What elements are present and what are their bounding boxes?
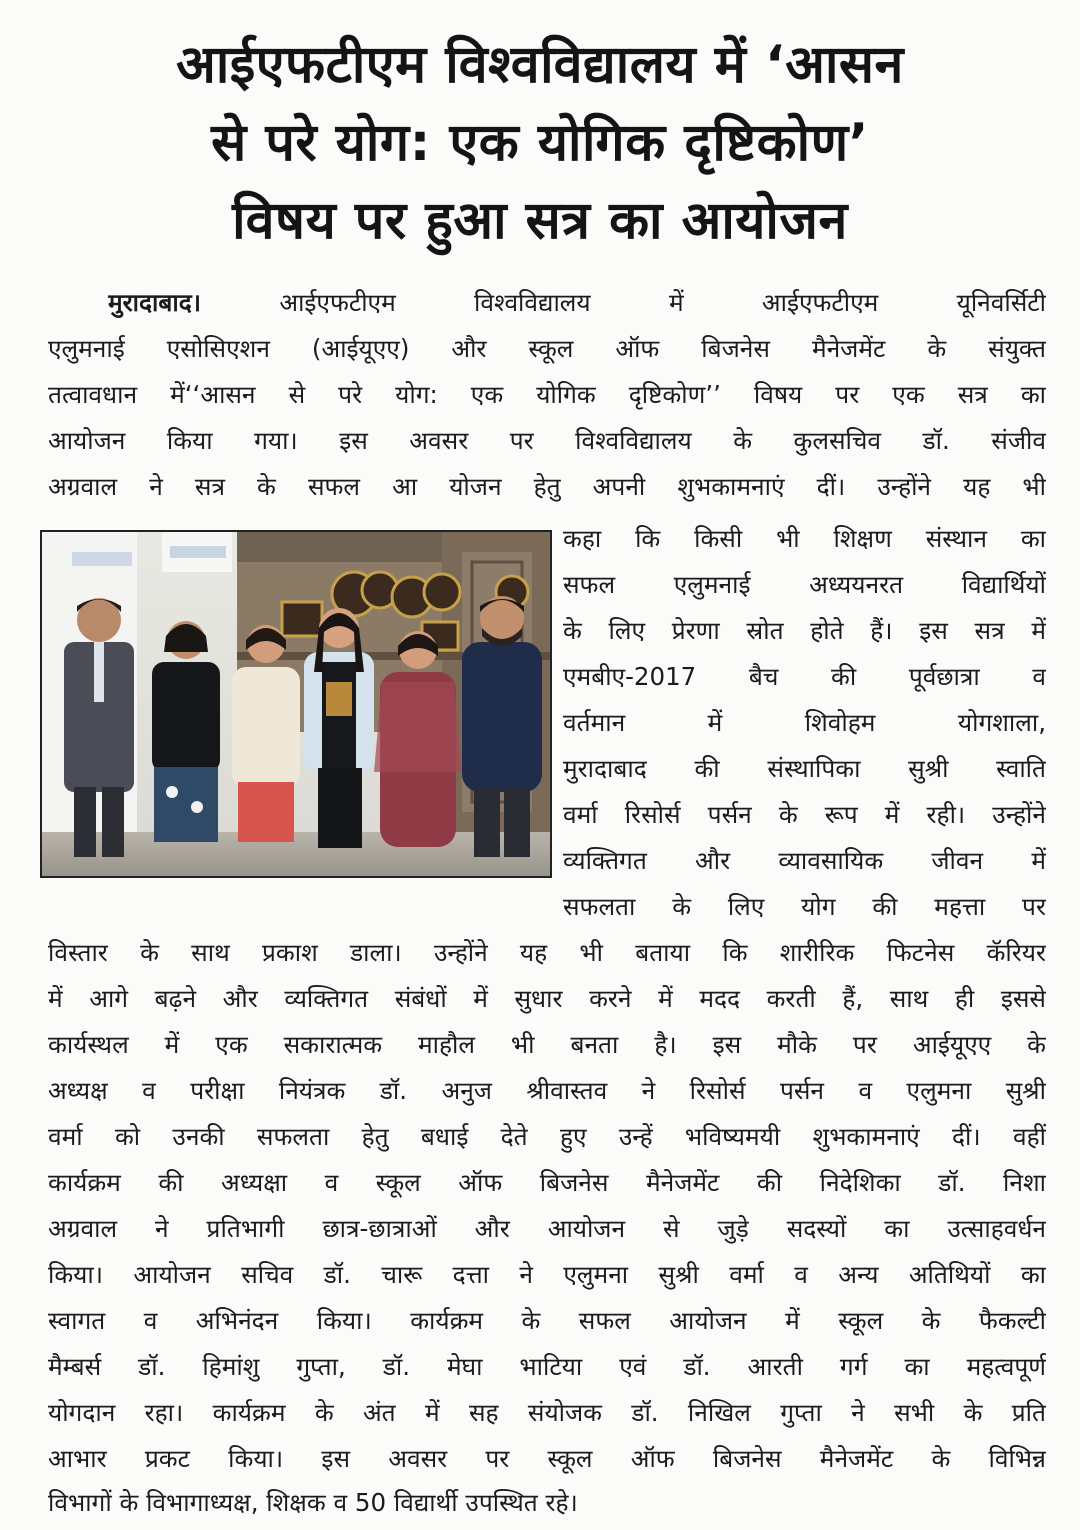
dateline: मुरादाबाद। [108,288,202,317]
article-line-24: मैम्बर्स डॉ. हिमांशु गुप्ता, डॉ. मेघा भाटिया एवं डॉ. आरती गर्ग का महत्वपूर्ण [48,1352,1046,1381]
article-line-19: वर्मा को उनकी सफलता हेतु बधाई देते हुए उन्हें भविष्यमयी शुभकामनाएं दीं। वहीं [48,1122,1046,1151]
article-line-3: तत्वावधान में‘‘आसन से परे योग: एक योगिक दृष्टिकोण’’ विषय पर एक सत्र का [48,380,1046,409]
article-line-26: आभार प्रकट किया। इस अवसर पर स्कूल ऑफ बिजनेस मैनेजमेंट के विभिन्न [48,1444,1046,1473]
article-line-6: कहा कि किसी भी शिक्षण संस्थान का [563,524,1046,553]
headline-line-1: आईएफटीएम विश्वविद्यालय में ‘आसन [176,35,904,95]
article-line-1-text: आईएफटीएम विश्वविद्यालय में आईएफटीएम यूनिवर्सिटी [279,288,1046,317]
article-line-17: कार्यस्थल में एक सकारात्मक माहौल भी बनता है। इस मौके पर आईयूएए के [48,1030,1046,1059]
article-line-16: में आगे बढ़ने और व्यक्तिगत संबंधों में सुधार करने में मदद करती हैं, साथ ही इससे [48,984,1046,1013]
article-line-8: के लिए प्रेरणा स्रोत होते हैं। इस सत्र में [563,616,1046,645]
article-line-20: कार्यक्रम की अध्यक्षा व स्कूल ऑफ बिजनेस मैनेजमेंट की निदेशिका डॉ. निशा [48,1168,1046,1197]
article-line-27: विभागों के विभागाध्यक्ष, शिक्षक व 50 विद्यार्थी उपस्थित रहे। [48,1488,578,1517]
article-line-25: योगदान रहा। कार्यक्रम के अंत में सह संयोजक डॉ. निखिल गुप्ता ने सभी के प्रति [48,1398,1046,1427]
article-line-12: वर्मा रिसोर्स पर्सन के रूप में रही। उन्होंने [563,800,1046,829]
article-line-9: एमबीए-2017 बैच की पूर्वछात्रा व [563,662,1046,691]
group-photo-illustration [42,532,550,876]
article-line-15: विस्तार के साथ प्रकाश डाला। उन्होंने यह भी बताया कि शारीरिक फिटनेस कॅरियर [48,938,1046,967]
article-line-14: सफलता के लिए योग की महत्ता पर [563,892,1046,921]
article-line-7: सफल एलुमनाई अध्ययनरत विद्यार्थियों [563,570,1046,599]
article-line-4: आयोजन किया गया। इस अवसर पर विश्वविद्यालय के कुलसचिव डॉ. संजीव [48,426,1046,455]
article-line-10: वर्तमान में शिवोहम योगशाला, [563,708,1046,737]
article-line-23: स्वागत व अभिनंदन किया। कार्यक्रम के सफल आयोजन में स्कूल के फैकल्टी [48,1306,1046,1335]
article-line-2: एलुमनाई एसोसिएशन (आईयूएए) और स्कूल ऑफ बिजनेस मैनेजमेंट के संयुक्त [48,334,1046,363]
article-line-11: मुरादाबाद की संस्थापिका सुश्री स्वाति [563,754,1046,783]
headline-line-2: से परे योग: एक योगिक दृष्टिकोण’ [211,113,869,173]
event-photo [40,530,552,878]
article-line-22: किया। आयोजन सचिव डॉ. चारू दत्ता ने एलुमना सुश्री वर्मा व अन्य अतिथियों का [48,1260,1046,1289]
article-line-21: अग्रवाल ने प्रतिभागी छात्र-छात्राओं और आयोजन से जुड़े सदस्यों का उत्साहवर्धन [48,1214,1046,1243]
article-line-13: व्यक्तिगत और व्यावसायिक जीवन में [563,846,1046,875]
article-line-1 [108,284,1046,322]
headline-line-3: विषय पर हुआ सत्र का आयोजन [232,191,848,251]
headline [30,26,1050,260]
article-line-18: अध्यक्ष व परीक्षा नियंत्रक डॉ. अनुज श्रीवास्तव ने रिसोर्स पर्सन व एलुमना सुश्री [48,1076,1046,1105]
article-line-5: अग्रवाल ने सत्र के सफल आ योजन हेतु अपनी शुभकामनाएं दीं। उन्होंने यह भी [48,472,1046,501]
